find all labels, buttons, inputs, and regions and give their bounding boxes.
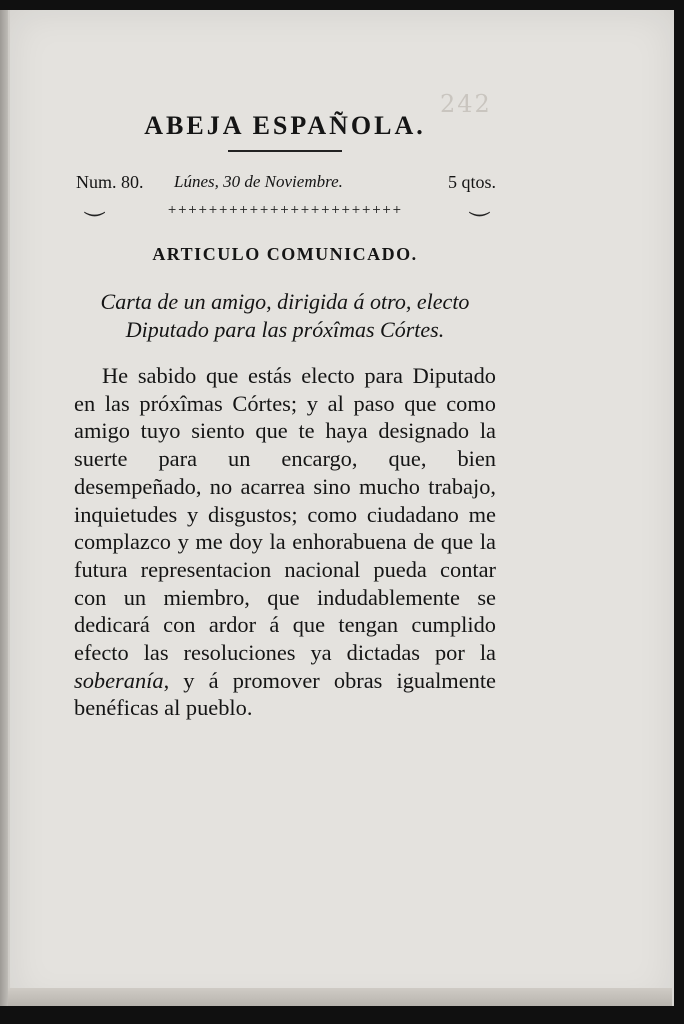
issue-date: Lúnes, 30 de Noviembre. (174, 172, 343, 191)
body-emphasis: soberanía (74, 667, 164, 693)
bleedthrough-page-number: 242 (440, 90, 492, 118)
issue-price: 5 qtos. (447, 172, 496, 192)
article-paragraph (74, 362, 496, 722)
issue-line (74, 172, 496, 215)
left-brace-ornament: ⏝ (84, 190, 106, 215)
newspaper-title: ABEJA ESPAÑOLA. (144, 111, 426, 140)
title-rule (228, 150, 342, 152)
article-subtitle: Carta de un amigo, dirigida á otro, electo Diputado para las próxîmas Córtes. (100, 289, 470, 342)
body-text-part-1: He sabido que estás electo para Diputado en las próxîmas Córtes; y al paso que como amigo tuyo siento que te haya designado la suerte para un encargo, que, bien desempeñado, no acarrea sino mucho trabajo, inquietudes y disgustos; como ciudadano me complazco y me doy la enhorabuena de que la futura representacion nacional pueda contar con un miembro, que indudablemente se dedicará con ardor á que tengan cumplido efecto las resoluciones ya dictadas por la (74, 363, 496, 666)
body-text-part-2: , y á promover obras igualmente benéficas al pueblo. (74, 667, 496, 721)
right-brace-ornament: ⏝ (468, 190, 490, 215)
page-content (74, 106, 496, 722)
decorative-rule: +++++++++++++++++++++++ (167, 203, 403, 216)
issue-number: Num. 80. (76, 172, 144, 192)
page-bottom-edge (8, 988, 672, 1006)
section-heading: ARTICULO COMUNICADO. (152, 244, 418, 264)
article-body (74, 362, 496, 722)
